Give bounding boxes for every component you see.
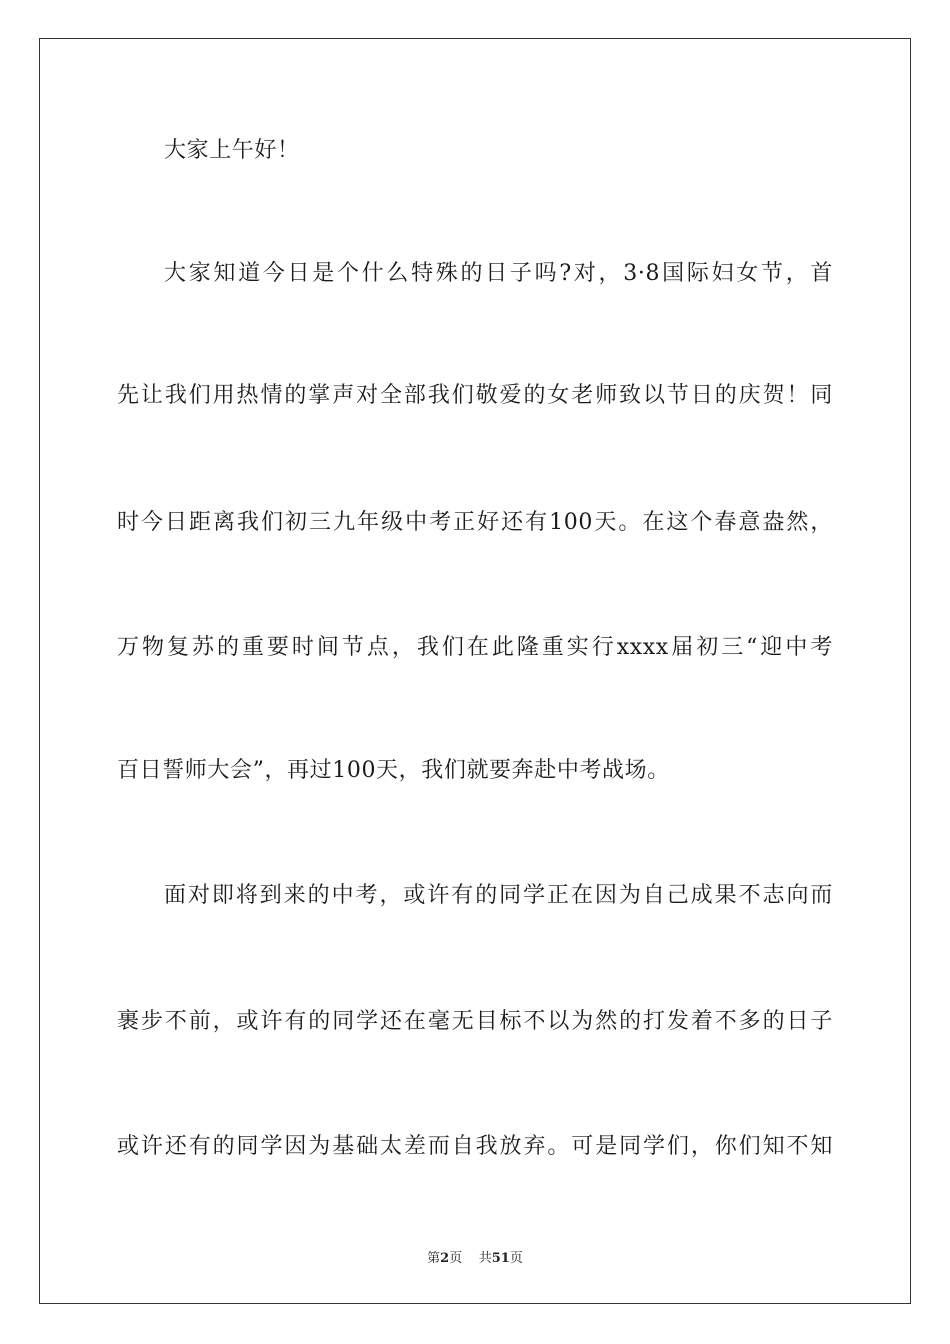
paragraph-2-line-1: 面对即将到来的中考，或许有的同学正在因为自己成果不志向而 — [164, 883, 833, 908]
paragraph-1-line-3: 时今日距离我们初三九年级中考正好还有100天。在这个春意盎然， — [117, 510, 833, 535]
footer-page-number: 2 — [440, 1251, 450, 1266]
page-footer — [0, 1247, 950, 1266]
paragraph-1-line-1: 大家知道今日是个什么特殊的日子吗?对，3·8国际妇女节，首 — [164, 261, 833, 286]
paragraph-1-line-4: 万物复苏的重要时间节点，我们在此隆重实行xxxx届初三“迎中考 — [117, 635, 833, 660]
paragraph-1-line-5: 百日誓师大会”，再过100天，我们就要奔赴中考战场。 — [117, 758, 670, 783]
paragraph-2-line-3: 或许还有的同学因为基础太差而自我放弃。可是同学们，你们知不知 — [117, 1134, 833, 1159]
page-border — [39, 38, 911, 1304]
footer-page-prefix: 第 — [427, 1251, 441, 1266]
footer-total-suffix: 页 — [509, 1251, 523, 1266]
paragraph-2-line-2: 裹步不前，或许有的同学还在毫无目标不以为然的打发着不多的日子 — [117, 1009, 833, 1034]
paragraph-1-line-2: 先让我们用热情的掌声对全部我们敬爱的女老师致以节日的庆贺！同 — [117, 383, 833, 408]
footer-total-prefix: 共 — [478, 1251, 492, 1266]
footer-page-suffix: 页 — [449, 1251, 463, 1266]
footer-total-pages: 51 — [491, 1251, 510, 1266]
greeting-line: 大家上午好！ — [164, 138, 300, 163]
